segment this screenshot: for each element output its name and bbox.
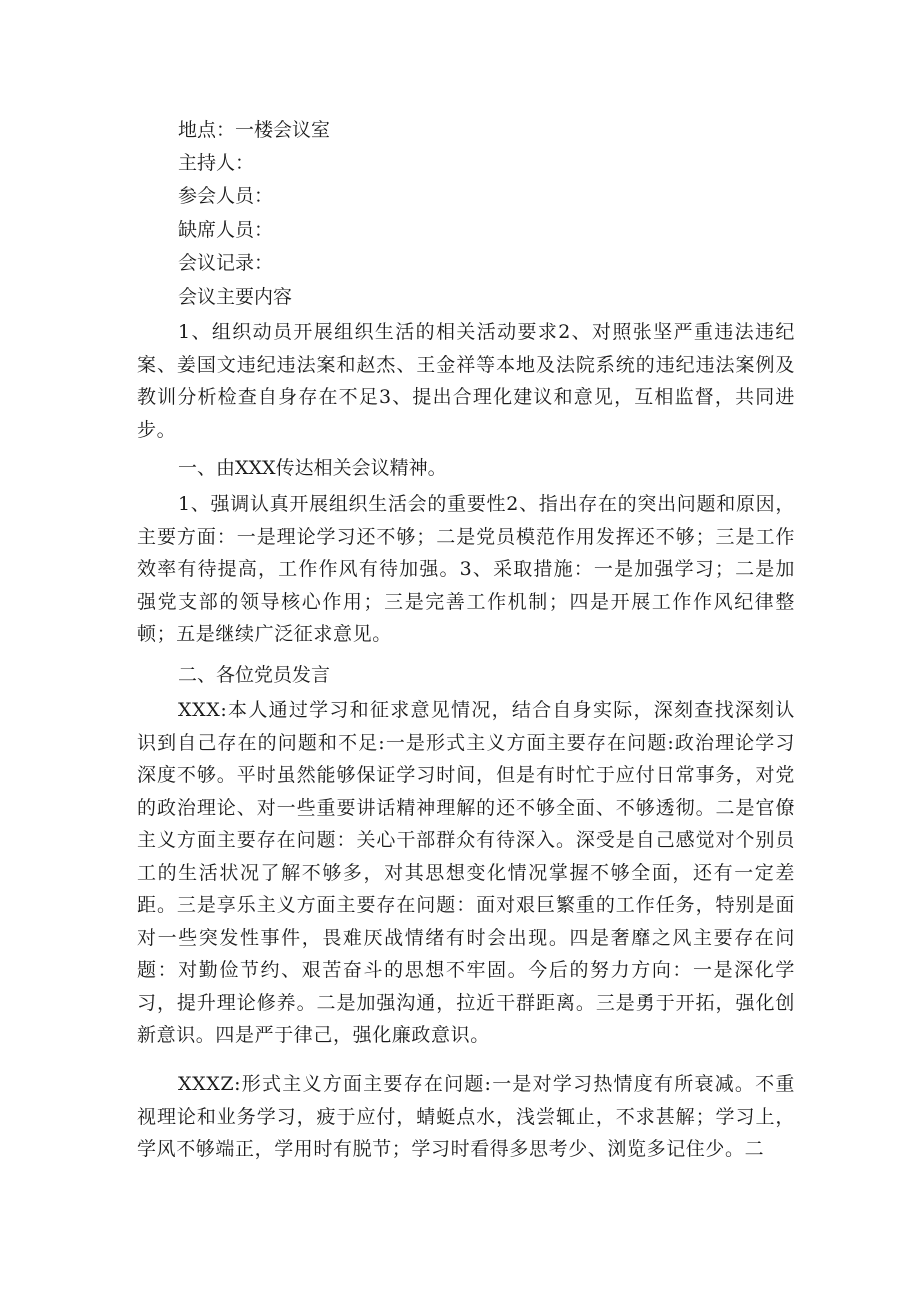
- agenda-paragraph: 1、组织动员开展组织生活的相关活动要求2、对照张坚严重违法违纪案、姜国文违纪违法案和赵杰、王金祥等本地及法院系统的违纪违法案例及教训分析检查自身存在不足3、提出合理化建议和意见，互相监督，共同进步。: [137, 321, 795, 441]
- attendees-line: 参会人员：: [178, 185, 274, 207]
- section-one-title: 一、由XXX传达相关会议精神。: [178, 457, 447, 479]
- section-two-title: 二、各位党员发言: [178, 664, 331, 686]
- speech-xxx-paragraph: XXX:本人通过学习和征求意见情况，结合自身实际，深刻查找深刻认识到自己存在的问题和不足:一是形式主义方面主要存在问题:政治理论学习深度不够。平时虽然能够保证学习时间，但是有时忙于应付日常事务，对党的政治理论、对一些重要讲话精神理解的还不够全面、不够透彻。二是官僚主义方面主要存在问题：关心干部群众有待深入。深受是自己感觉对个别员工的生活状况了解不够多，对其思想变化情况掌握不够全面，还有一定差距。三是享乐主义方面主要存在问题：面对艰巨繁重的工作任务，特别是面对一些突发性事件，畏难厌战情绪有时会出现。四是奢靡之风主要存在问题：对勤俭节约、艰苦奋斗的思想不牢固。今后的努力方向：一是深化学习，提升理论修养。二是加强沟通，拉近干群距离。三是勇于开拓，强化创新意识。四是严于律己，强化廉政意识。: [137, 699, 795, 1046]
- location-line: 地点：一楼会议室: [178, 119, 331, 141]
- recorder-line: 会议记录：: [178, 252, 274, 274]
- main-content-title: 会议主要内容: [178, 286, 293, 308]
- absentees-line: 缺席人员：: [178, 219, 274, 241]
- section-one-body: 1、强调认真开展组织生活会的重要性2、指出存在的突出问题和原因，主要方面：一是理论学习还不够；二是党员模范作用发挥还不够；三是工作效率有待提高，工作作风有待加强。3、采取措施：一是加强学习；二是加强党支部的领导核心作用；三是完善工作机制；四是开展工作作风纪律整顿；五是继续广泛征求意见。: [137, 493, 795, 645]
- speech-xxxz-paragraph: XXXZ:形式主义方面主要存在问题:一是对学习热情度有所衰减。不重视理论和业务学习，疲于应付，蜻蜓点水，浅尝辄止，不求甚解；学习上，学风不够端正，学用时有脱节；学习时看得多思考少、浏览多记住少。二: [137, 1073, 795, 1160]
- host-line: 主持人：: [178, 152, 255, 174]
